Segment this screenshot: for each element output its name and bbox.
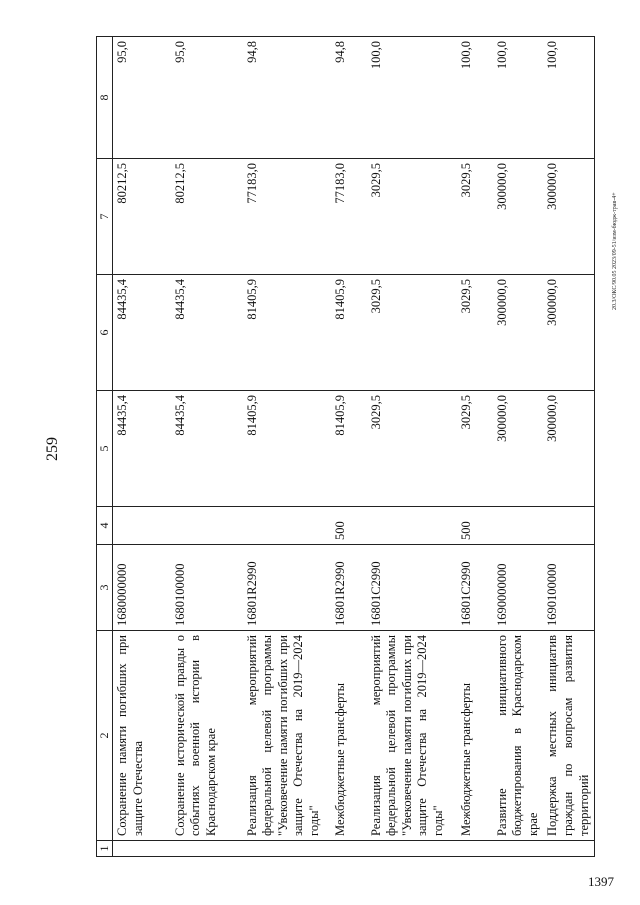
row-expense-type: 500 [331, 507, 367, 545]
header-col-6: 6 [97, 275, 113, 391]
row-value-7: 300000,0 [493, 159, 544, 275]
row-value-5: 300000,0 [543, 391, 594, 507]
header-col-3: 3 [97, 545, 113, 631]
row-index-cell [113, 841, 171, 857]
table-row [331, 37, 367, 857]
table-row [243, 37, 331, 857]
row-value-6: 3029,5 [457, 275, 493, 391]
row-code: 16801C2990 [457, 545, 493, 631]
row-name: Развитие инициативного бюджетирования в Краснодарском крае [493, 631, 544, 841]
row-value-8: 94,8 [331, 37, 367, 159]
table-row [457, 37, 493, 857]
row-value-8: 100,0 [493, 37, 544, 159]
row-value-5: 81405,9 [243, 391, 331, 507]
row-value-6: 84435,4 [171, 275, 243, 391]
budget-table [96, 36, 595, 857]
row-expense-type [113, 507, 171, 545]
row-value-7: 80212,5 [113, 159, 171, 275]
row-value-7: 3029,5 [367, 159, 457, 275]
row-value-7: 77183,0 [331, 159, 367, 275]
row-value-5: 3029,5 [457, 391, 493, 507]
row-expense-type [367, 507, 457, 545]
row-value-8: 95,0 [171, 37, 243, 159]
row-value-5: 84435,4 [171, 391, 243, 507]
row-name: Реализация мероприятий федеральной целевой программы "Увековечение памяти погибших при защите Отечества на 2019—2024 годы" [367, 631, 457, 841]
row-name: Сохранение памяти погибших при защите Отечества [113, 631, 171, 841]
header-col-8: 8 [97, 37, 113, 159]
row-value-6: 81405,9 [331, 275, 367, 391]
header-col-7: 7 [97, 159, 113, 275]
row-value-8: 100,0 [457, 37, 493, 159]
row-name: Поддержка местных инициатив граждан по вопросам развития территорий [543, 631, 594, 841]
document-number: 1397 [588, 874, 614, 889]
row-value-5: 3029,5 [367, 391, 457, 507]
row-expense-type: 500 [457, 507, 493, 545]
header-col-4: 4 [97, 507, 113, 545]
row-value-6: 3029,5 [367, 275, 457, 391]
row-code: 1680000000 [113, 545, 171, 631]
header-col-1: 1 [97, 841, 113, 857]
row-value-8: 100,0 [543, 37, 594, 159]
table-row [493, 37, 544, 857]
row-value-5: 300000,0 [493, 391, 544, 507]
row-value-7: 77183,0 [243, 159, 331, 275]
header-row [97, 37, 113, 857]
row-index-cell [331, 841, 367, 857]
side-note: 20.3/ОКС/90.05 2023/09-51/изм-бюдж-трав-4+ [612, 192, 618, 310]
row-expense-type [493, 507, 544, 545]
row-value-6: 84435,4 [113, 275, 171, 391]
header-col-2: 2 [97, 631, 113, 841]
row-code: 16801C2990 [367, 545, 457, 631]
row-code: 16801R2990 [331, 545, 367, 631]
row-code: 1690100000 [543, 545, 594, 631]
page-number: 259 [44, 437, 61, 461]
row-value-7: 80212,5 [171, 159, 243, 275]
table-row [367, 37, 457, 857]
row-value-6: 81405,9 [243, 275, 331, 391]
row-code: 1680100000 [171, 545, 243, 631]
row-value-5: 84435,4 [113, 391, 171, 507]
row-code: 1690000000 [493, 545, 544, 631]
row-name: Сохранение исторической правды о событиях военной истории в Краснодарском крае [171, 631, 243, 841]
row-value-7: 3029,5 [457, 159, 493, 275]
row-name: Реализация мероприятий федеральной целевой программы "Увековечение памяти погибших при защите Отечества на 2019—2024 годы" [243, 631, 331, 841]
row-expense-type [243, 507, 331, 545]
row-value-6: 300000,0 [493, 275, 544, 391]
row-index-cell [243, 841, 331, 857]
row-expense-type [543, 507, 594, 545]
row-index-cell [457, 841, 493, 857]
row-index-cell [543, 841, 594, 857]
row-expense-type [171, 507, 243, 545]
table-row [113, 37, 171, 857]
header-col-5: 5 [97, 391, 113, 507]
row-index-cell [493, 841, 544, 857]
row-index-cell [171, 841, 243, 857]
row-value-8: 100,0 [367, 37, 457, 159]
row-index-cell [367, 841, 457, 857]
row-name: Межбюджетные трансферты [457, 631, 493, 841]
table-row [171, 37, 243, 857]
table-row [543, 37, 594, 857]
row-value-8: 94,8 [243, 37, 331, 159]
row-value-8: 95,0 [113, 37, 171, 159]
row-code: 16801R2990 [243, 545, 331, 631]
row-value-5: 81405,9 [331, 391, 367, 507]
row-value-6: 300000,0 [543, 275, 594, 391]
row-value-7: 300000,0 [543, 159, 594, 275]
row-name: Межбюджетные трансферты [331, 631, 367, 841]
budget-table-container [96, 37, 591, 857]
